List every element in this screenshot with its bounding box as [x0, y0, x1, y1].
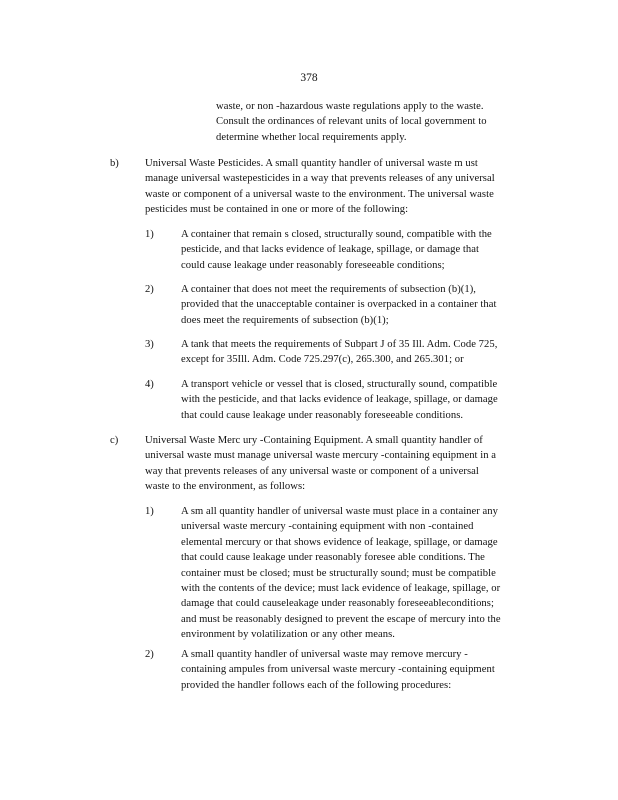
text-line: with the contents of the device; must lack evidence of leakage, spillage, or [181, 583, 501, 595]
item-b3-marker: 3) [145, 339, 154, 350]
text-line: universal waste must manage universal waste mercury -containing equipment in a [145, 450, 497, 462]
text-line: Universal Waste Pesticides. A small quantity handler of universal waste m ust [145, 158, 478, 169]
text-line: way that prevents releases of any universal waste or component of a universal [145, 465, 479, 477]
item-b3-paragraph [181, 337, 535, 368]
section-b-paragraph [145, 156, 535, 218]
item-c1-paragraph [181, 504, 535, 643]
text-line: with the pesticide, and that lacks evidence of leakage, spillage, or damage [181, 394, 498, 406]
text-line: waste, or non -hazardous waste regulations apply to the waste. [216, 101, 484, 112]
text-line: container must be closed; must be structurally sound; must be compatible [181, 567, 496, 579]
item-b4-paragraph [181, 377, 535, 423]
item-b2-marker: 2) [145, 284, 154, 295]
text-line: could cause leakage under reasonably foreseeable conditions; [181, 259, 445, 271]
intro-paragraph [216, 99, 522, 145]
text-line: except for 35Ill. Adm. Code 725.297(c), 265.300, and 265.301; or [181, 354, 464, 366]
text-line: A container that remain s closed, structurally sound, compatible with the [181, 229, 492, 240]
item-b1-paragraph [181, 227, 535, 273]
text-line: provided the handler follows each of the following procedures: [181, 679, 452, 691]
text-line: waste or component of a universal waste to the environment. The universal waste [145, 188, 494, 200]
text-line: that could cause leakage under reasonably foreseeable conditions. [181, 409, 464, 421]
item-b1-marker: 1) [145, 229, 154, 240]
text-line: Consult the ordinances of relevant units of local government to [216, 116, 487, 128]
text-line: determine whether local requirements apply. [216, 131, 407, 143]
text-line: and must be reasonably designed to prevent the escape of mercury into the [181, 613, 501, 625]
text-line: Universal Waste Merc ury -Containing Equipment. A small quantity handler of [145, 435, 483, 446]
text-line: A container that does not meet the requirements of subsection (b)(1), [181, 284, 476, 295]
text-line: elemental mercury or that shows evidence of leakage, spillage, or damage [181, 536, 498, 548]
text-line: provided that the unacceptable container is overpacked in a container that [181, 299, 497, 311]
text-line: that could cause leakage under reasonably foresee able conditions. The [181, 552, 485, 564]
section-c-paragraph [145, 433, 535, 495]
text-line: A transport vehicle or vessel that is closed, structurally sound, compatible [181, 379, 498, 390]
text-line: pesticide, and that lacks evidence of leakage, spillage, or damage that [181, 244, 479, 256]
page-number: 378 [300, 72, 318, 84]
text-line: A small quantity handler of universal waste may remove mercury - [181, 649, 468, 660]
text-line: damage that could causeleakage under reasonably foreseeableconditions; [181, 598, 494, 610]
text-line: manage universal wastepesticides in a way that prevents releases of any universal [145, 173, 495, 185]
text-line: pesticides must be contained in one or more of the following: [145, 204, 409, 216]
item-c2-marker: 2) [145, 649, 154, 660]
text-line: does meet the requirements of subsection (b)(1); [181, 314, 389, 326]
text-line: A sm all quantity handler of universal waste must place in a container any [181, 506, 499, 517]
text-line: A tank that meets the requirements of Subpart J of 35 Ill. Adm. Code 725, [181, 339, 498, 350]
text-line: environment by volatilization or any other means. [181, 629, 395, 641]
item-b4-marker: 4) [145, 379, 154, 390]
item-c1-marker: 1) [145, 506, 154, 517]
text-line: waste to the environment, as follows: [145, 481, 306, 493]
item-b2-paragraph [181, 282, 535, 328]
item-c2-paragraph [181, 647, 535, 693]
text-line: universal waste mercury -containing equipment with non -contained [181, 521, 474, 533]
section-c-marker: c) [110, 435, 119, 446]
section-b-marker: b) [110, 158, 119, 169]
text-line: containing ampules from universal waste mercury -containing equipment [181, 664, 495, 676]
